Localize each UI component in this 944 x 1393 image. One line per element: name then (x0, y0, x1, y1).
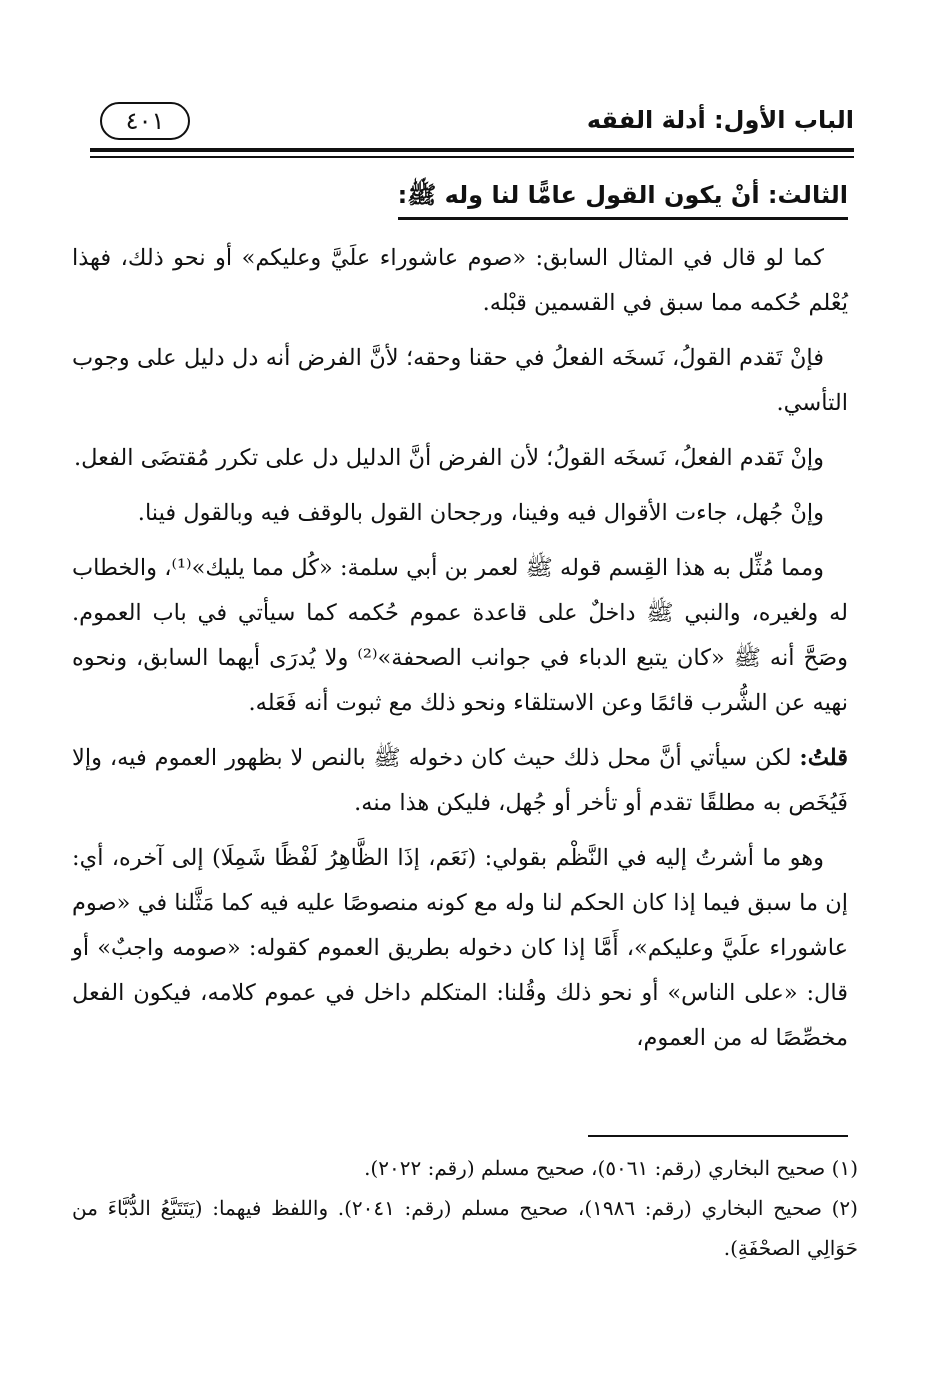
paragraph: ومما مُثِّل به هذا القِسم قوله ﷺ لعمر بن أبي سلمة: «كُل مما يليك»⁽¹⁾، والخطاب له ولغيره، والنبي ﷺ داخلٌ على قاعدة عموم حُكمه كما سيأتي في باب العموم. وصَحَّ أنه ﷺ «كان يتبع الدباء في جوانب الصحفة»⁽²⁾ ولا يُدرَى أيهما السابق، ونحوه نهيه عن الشُّرب قائمًا وعن الاستلقاء ونحو ذلك مع ثبوت أنه فَعَله. (72, 555, 848, 716)
footnote-1: (١) صحيح البخاري (رقم: ٥٠٦١)، صحيح مسلم (رقم: ٢٠٢٢). (364, 1156, 858, 1180)
paragraph: وهو ما أشرتُ إليه في النَّظْم بقولي: (نَعَم، إذَا الظَّاهِرُ لَفْظًا شَمِلَا) إلى آخره، أي: إن ما سبق فيما إذا كان الحكم لنا وله مع كونه منصوصًا عليه فيه كما مَثَّلنا في «صوم عاشوراء علَيَّ وعليكم»، أَمَّا إذا كان دخوله بطريق العموم كقوله: «صومه واجبٌ» أو قال: «على الناس» أو نحو ذلك وقُلنا: المتكلم داخل في عموم كلامه، فيكون الفعل مخصِّصًا له من العموم، (72, 845, 848, 1051)
footnote-rule (588, 1135, 848, 1137)
paragraph: وإنْ تَقدم الفعلُ، نَسخَه القولُ؛ لأن الفرض أنَّ الدليل دل على تكرر مُقتضَى الفعل. (73, 445, 824, 471)
paragraph-qult-text: لكن سيأتي أنَّ محل ذلك حيث كان دخوله ﷺ بالنص لا بظهور العموم فيه، وإلا فَيُخَص به مطلقًا تقدم أو تأخر أو جُهل، فليكن هذا منه. (72, 745, 848, 816)
paragraph: وإنْ جُهل، جاءت الأقوال فيه وفينا، ورجحان القول بالوقف فيه وبالقول فينا. (137, 500, 824, 526)
chapter-title: الباب الأول: أدلة الفقه (586, 106, 854, 134)
paragraph: كما لو قال في المثال السابق: «صوم عاشوراء علَيَّ وعليكم» أو نحو ذلك، فهذا يُعْلم حُكمه مما سبق في القسمين قبْله. (72, 245, 848, 316)
page-header (90, 100, 854, 150)
section-heading: الثالث: أنْ يكون القول عامًّا لنا وله ﷺ: (398, 180, 848, 220)
footnotes (72, 1148, 858, 1268)
header-rule-thick (90, 148, 854, 152)
qult-label: قلتُ: (799, 745, 848, 771)
page-number: ٤٠١ (100, 102, 190, 140)
paragraph-qult (72, 736, 848, 826)
body-text (72, 236, 848, 1071)
paragraph: فإنْ تَقدم القولُ، نَسخَه الفعلُ في حقنا وحقه؛ لأنَّ الفرض أنه دل دليل على وجوب التأسي. (72, 345, 848, 416)
footnote-2: (٢) صحيح البخاري (رقم: ١٩٨٦)، صحيح مسلم (رقم: ٢٠٤١). واللفظ فيهما: (يَتَتَبَّعُ الدُّبَّاءَ من حَوَالِي الصحْفَةِ). (72, 1196, 858, 1260)
header-rule-thin (90, 156, 854, 158)
